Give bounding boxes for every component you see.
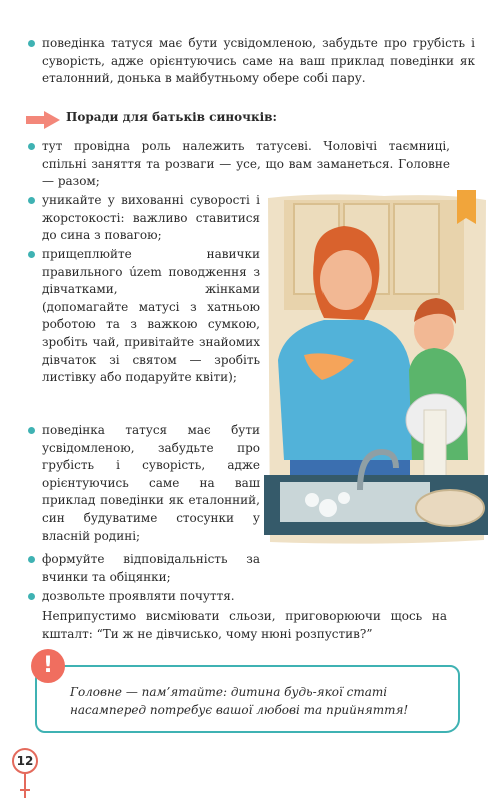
bullet-dot xyxy=(28,143,35,150)
bullet-item xyxy=(30,422,260,545)
bullet-item xyxy=(30,551,260,586)
female-symbol-icon xyxy=(19,772,31,798)
paragraph-text: Неприпустимо висміювати сльози, приговорюючи щось на кшталт: “Ти ж не дівчисько, чому нюні розпустив?” xyxy=(42,609,447,641)
bullet-dot xyxy=(28,556,35,563)
bullet-text: формуйте відповідальність за вчинки та обіцянки; xyxy=(42,552,260,584)
bullet-dot xyxy=(28,40,35,47)
bullet-item xyxy=(30,246,260,387)
section-heading: Поради для батьків синочків: xyxy=(66,110,277,124)
bullet-item xyxy=(30,192,260,245)
bullet-dot xyxy=(28,251,35,258)
bullet-text: дозвольте проявляти почуття. xyxy=(42,589,235,603)
callout-text: Головне — пам’ятайте: дитина будь-якої статі насамперед потребує вашої любові та прийняття! xyxy=(70,685,409,717)
bullet-text: поведінка татуся має бути усвідомленою, забудьте про грубість і суворість, адже орієнтуючись саме на ваш приклад поведінки як еталонний, донька в майбутньому обере собі пару. xyxy=(42,36,475,86)
bullet-text: тут провідна роль належить татусеві. Чоловічі таємниці, спільні заняття та розваги — усе, що вам заманеться. Головне — разом; xyxy=(42,139,450,189)
page-number: 12 xyxy=(12,748,38,774)
bullet-dot xyxy=(28,427,35,434)
bullet-text: уникайте у вихованні суворості і жорстокості: важливо ставитися до сина з повагою; xyxy=(42,193,260,243)
exclamation-icon: ! xyxy=(31,649,65,683)
bullet-item xyxy=(30,35,475,88)
bullet-dot xyxy=(28,593,35,600)
arrow-icon xyxy=(26,111,60,129)
bullet-item xyxy=(30,588,450,606)
bullet-text: поведінка татуся має бути усвідомленою, забудьте про грубість і суворість, адже орієнтуючись саме на ваш приклад поведінки як еталонний, син будуватиме стосунки у власній родині; xyxy=(42,423,260,543)
illustration-father-son-dishes xyxy=(264,190,488,550)
bullet-dot xyxy=(28,197,35,204)
bullet-text: прищеплюйте навички правильного územ поводження з дівчатками, жінками (допомагайте матусі з хатньою роботою та з важкою сумкою, зробіть чай, привітайте знайомих дівчаток зі святом — зробіть листівку або подаруйте квіти); xyxy=(42,247,260,385)
bullet-item xyxy=(30,138,450,191)
